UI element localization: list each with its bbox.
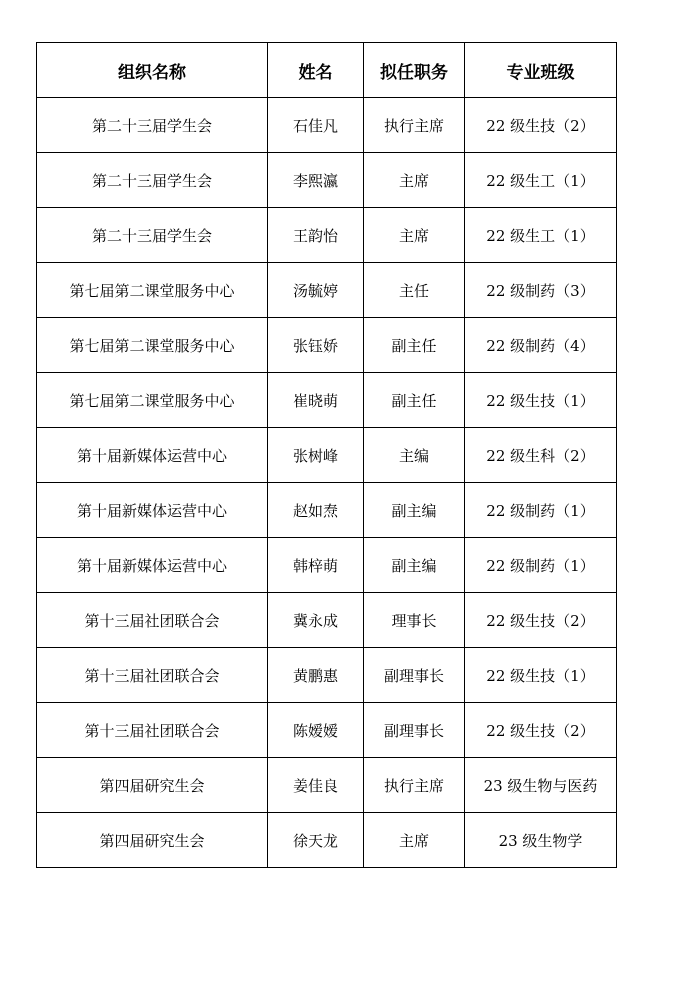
cell-name: 韩梓萌 [268, 538, 364, 593]
cell-class: 22 级生技（2） [465, 593, 617, 648]
cell-organization: 第十三届社团联合会 [37, 648, 268, 703]
header-position: 拟任职务 [364, 43, 465, 98]
table-row [37, 373, 617, 428]
table-row [37, 648, 617, 703]
table-row [37, 98, 617, 153]
cell-name: 王韵怡 [268, 208, 364, 263]
cell-name: 张钰娇 [268, 318, 364, 373]
cell-class: 22 级制药（1） [465, 483, 617, 538]
cell-name: 陈嫒嫒 [268, 703, 364, 758]
cell-position: 理事长 [364, 593, 465, 648]
cell-organization: 第十届新媒体运营中心 [37, 428, 268, 483]
cell-organization: 第十三届社团联合会 [37, 593, 268, 648]
cell-class: 22 级制药（3） [465, 263, 617, 318]
table-row [37, 318, 617, 373]
cell-class: 23 级生物与医药 [465, 758, 617, 813]
cell-position: 副主编 [364, 483, 465, 538]
cell-class: 22 级生技（1） [465, 373, 617, 428]
table-row [37, 703, 617, 758]
cell-organization: 第十届新媒体运营中心 [37, 483, 268, 538]
cell-class: 22 级生技（1） [465, 648, 617, 703]
header-name: 姓名 [268, 43, 364, 98]
cell-position: 执行主席 [364, 98, 465, 153]
cell-position: 副主编 [364, 538, 465, 593]
table-row [37, 208, 617, 263]
cell-class: 22 级生技（2） [465, 703, 617, 758]
table-row [37, 153, 617, 208]
cell-position: 主席 [364, 153, 465, 208]
header-class: 专业班级 [465, 43, 617, 98]
table-row [37, 813, 617, 868]
cell-organization: 第四届研究生会 [37, 813, 268, 868]
cell-name: 崔晓萌 [268, 373, 364, 428]
cell-class: 22 级生工（1） [465, 153, 617, 208]
header-organization: 组织名称 [37, 43, 268, 98]
cell-position: 执行主席 [364, 758, 465, 813]
cell-position: 副理事长 [364, 648, 465, 703]
cell-name: 赵如焘 [268, 483, 364, 538]
cell-name: 冀永成 [268, 593, 364, 648]
cell-organization: 第十届新媒体运营中心 [37, 538, 268, 593]
cell-position: 主任 [364, 263, 465, 318]
cell-class: 22 级制药（1） [465, 538, 617, 593]
cell-class: 22 级生科（2） [465, 428, 617, 483]
cell-organization: 第二十三届学生会 [37, 208, 268, 263]
table-header-row [37, 43, 617, 98]
cell-name: 汤毓婷 [268, 263, 364, 318]
cell-name: 石佳凡 [268, 98, 364, 153]
cell-class: 22 级制药（4） [465, 318, 617, 373]
cell-position: 主席 [364, 208, 465, 263]
table-row [37, 483, 617, 538]
cell-name: 李熙瀛 [268, 153, 364, 208]
cell-position: 主席 [364, 813, 465, 868]
table-row [37, 263, 617, 318]
cell-name: 姜佳良 [268, 758, 364, 813]
table-row [37, 538, 617, 593]
roster-table [36, 42, 617, 868]
cell-position: 主编 [364, 428, 465, 483]
cell-class: 23 级生物学 [465, 813, 617, 868]
cell-position: 副主任 [364, 373, 465, 428]
cell-organization: 第七届第二课堂服务中心 [37, 318, 268, 373]
table-row [37, 593, 617, 648]
table-row [37, 428, 617, 483]
cell-position: 副主任 [364, 318, 465, 373]
cell-class: 22 级生工（1） [465, 208, 617, 263]
cell-class: 22 级生技（2） [465, 98, 617, 153]
cell-organization: 第四届研究生会 [37, 758, 268, 813]
cell-organization: 第二十三届学生会 [37, 153, 268, 208]
cell-position: 副理事长 [364, 703, 465, 758]
cell-organization: 第七届第二课堂服务中心 [37, 263, 268, 318]
table-row [37, 758, 617, 813]
cell-name: 张树峰 [268, 428, 364, 483]
cell-organization: 第七届第二课堂服务中心 [37, 373, 268, 428]
cell-name: 黄鹏惠 [268, 648, 364, 703]
cell-organization: 第十三届社团联合会 [37, 703, 268, 758]
cell-name: 徐天龙 [268, 813, 364, 868]
cell-organization: 第二十三届学生会 [37, 98, 268, 153]
